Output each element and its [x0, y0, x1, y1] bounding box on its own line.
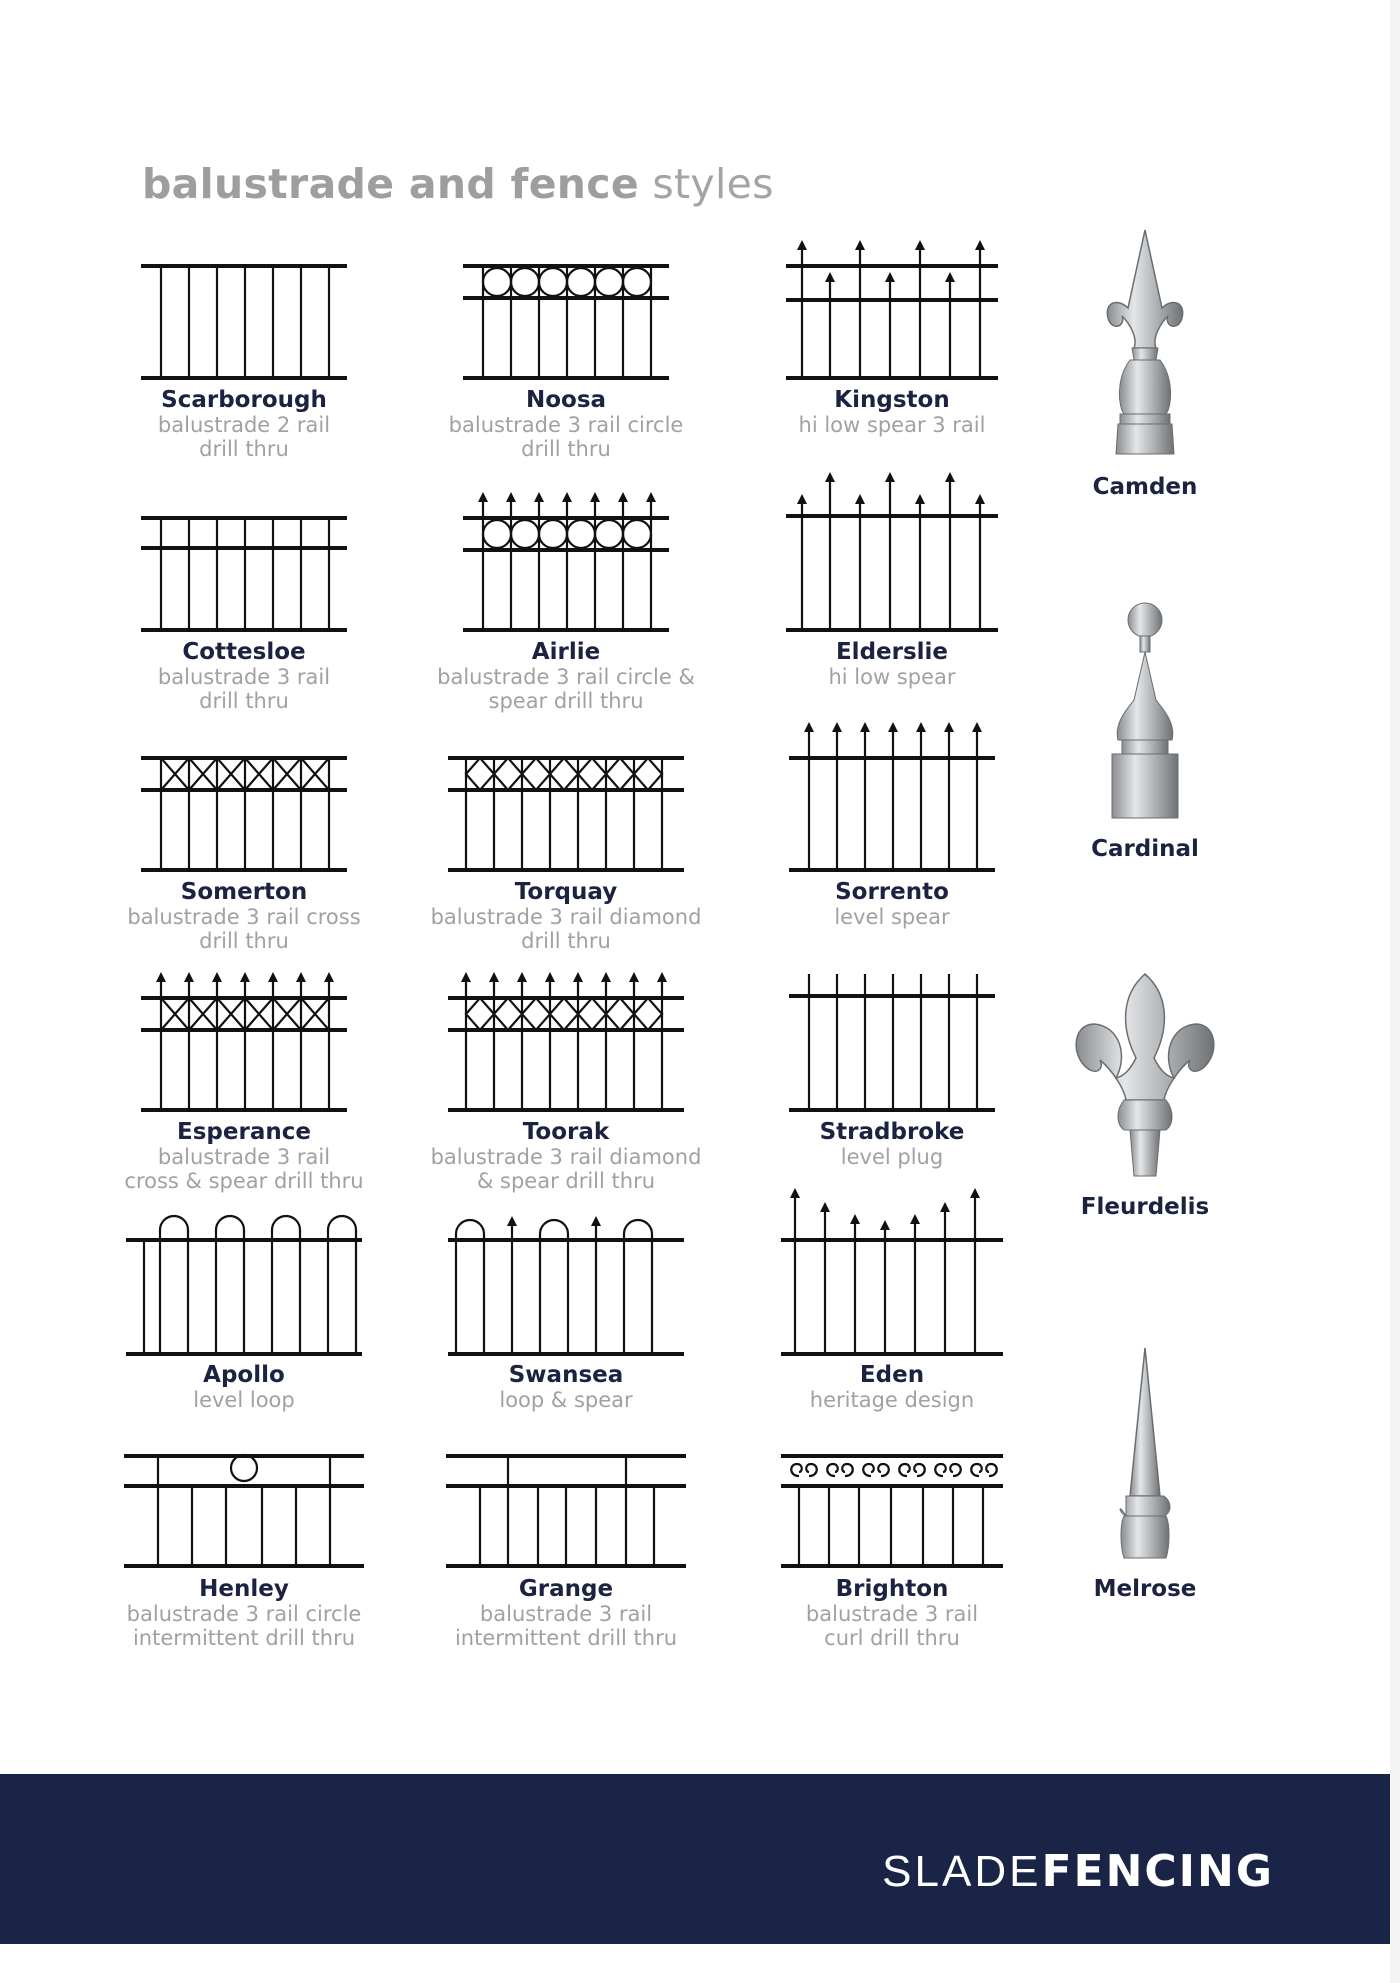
- finial-name: Fleurdelis: [1080, 1194, 1210, 1220]
- fence-name: Swansea: [508, 1362, 624, 1388]
- fence-desc: balustrade 3 rail circle intermittent drill thru: [126, 1602, 362, 1650]
- fence-item-swansea: [406, 1208, 726, 1412]
- fence-desc: balustrade 3 rail diamond & spear drill thru: [430, 1145, 702, 1193]
- fence-desc: balustrade 3 rail curl drill thru: [805, 1602, 979, 1650]
- fence-item-toorak: [406, 970, 726, 1193]
- finial-name: Cardinal: [1091, 836, 1199, 862]
- finial-melrose: [1045, 1346, 1245, 1602]
- page-title-light: styles: [652, 160, 774, 208]
- fence-desc: level loop: [193, 1388, 295, 1412]
- somerton-fence-icon: [139, 750, 349, 875]
- footer-band: [0, 1774, 1390, 1944]
- fence-item-elderslie: [732, 470, 1052, 689]
- finial-name: Melrose: [1093, 1576, 1197, 1602]
- fence-desc: hi low spear 3 rail: [798, 413, 986, 437]
- scarborough-fence-icon: [139, 258, 349, 383]
- fence-desc: balustrade 3 rail circle & spear drill thru: [437, 665, 695, 713]
- brand-bold: FENCING: [1041, 1846, 1274, 1897]
- fence-item-sorrento: [732, 720, 1052, 929]
- brand-light: SLADE: [882, 1847, 1042, 1896]
- fence-item-somerton: [84, 750, 404, 953]
- fence-name: Somerton: [180, 879, 308, 905]
- fence-desc: balustrade 3 rail cross drill thru: [127, 905, 361, 953]
- fence-name: Brighton: [835, 1576, 949, 1602]
- torquay-fence-icon: [446, 750, 686, 875]
- fence-desc: balustrade 3 rail intermittent drill thru: [454, 1602, 678, 1650]
- fence-name: Kingston: [834, 387, 950, 413]
- fence-desc: balustrade 3 rail drill thru: [157, 665, 331, 713]
- airlie-fence-icon: [461, 490, 671, 635]
- toorak-fence-icon: [446, 970, 686, 1115]
- fence-desc: level spear: [834, 905, 950, 929]
- finial-camden: [1045, 228, 1245, 500]
- fence-name: Cottesloe: [182, 639, 306, 665]
- brighton-fence-icon: [779, 1448, 1005, 1572]
- noosa-fence-icon: [461, 258, 671, 383]
- fence-desc: balustrade 3 rail diamond drill thru: [430, 905, 702, 953]
- fence-item-esperance: [84, 970, 404, 1193]
- camden-finial-icon: [1090, 228, 1200, 460]
- eden-fence-icon: [777, 1186, 1007, 1358]
- fence-desc: balustrade 3 rail cross & spear drill thru: [124, 1145, 364, 1193]
- fence-desc: loop & spear: [499, 1388, 633, 1412]
- cottesloe-fence-icon: [139, 510, 349, 635]
- swansea-fence-icon: [446, 1208, 686, 1358]
- kingston-fence-icon: [782, 238, 1002, 383]
- fence-item-scarborough: [84, 258, 404, 461]
- fence-name: Noosa: [525, 387, 607, 413]
- fence-item-kingston: [732, 238, 1052, 437]
- fence-item-grange: [406, 1448, 726, 1650]
- finial-name: Camden: [1092, 474, 1198, 500]
- fence-desc: balustrade 2 rail drill thru: [157, 413, 331, 461]
- fence-item-brighton: [732, 1448, 1052, 1650]
- fence-name: Grange: [518, 1576, 614, 1602]
- fleurdelis-finial-icon: [1070, 970, 1220, 1180]
- fence-name: Apollo: [203, 1362, 285, 1388]
- fence-name: Torquay: [514, 879, 618, 905]
- finial-fleurdelis: [1045, 970, 1245, 1220]
- page-edge: [1390, 0, 1400, 1983]
- fence-item-henley: [84, 1448, 404, 1650]
- fence-name: Elderslie: [835, 639, 949, 665]
- fence-item-eden: [732, 1186, 1052, 1412]
- melrose-finial-icon: [1090, 1346, 1200, 1562]
- fence-desc: heritage design: [809, 1388, 975, 1412]
- stradbroke-fence-icon: [787, 970, 997, 1115]
- grange-fence-icon: [444, 1448, 688, 1572]
- fence-name: Eden: [859, 1362, 925, 1388]
- fence-item-airlie: [406, 490, 726, 713]
- henley-fence-icon: [122, 1448, 366, 1572]
- fence-name: Sorrento: [835, 879, 949, 905]
- cardinal-finial-icon: [1090, 600, 1200, 822]
- fence-item-noosa: [406, 258, 726, 461]
- fence-name: Esperance: [177, 1119, 311, 1145]
- fence-name: Stradbroke: [819, 1119, 965, 1145]
- fence-item-stradbroke: [732, 970, 1052, 1169]
- sorrento-fence-icon: [787, 720, 997, 875]
- fence-item-apollo: [84, 1208, 404, 1412]
- fence-desc: balustrade 3 rail circle drill thru: [448, 413, 684, 461]
- finial-cardinal: [1045, 600, 1245, 862]
- fence-name: Airlie: [531, 639, 601, 665]
- fence-name: Henley: [199, 1576, 289, 1602]
- brand-logo: [882, 1846, 1274, 1897]
- esperance-fence-icon: [139, 970, 349, 1115]
- fence-name: Toorak: [522, 1119, 610, 1145]
- page-title: [142, 160, 774, 208]
- elderslie-fence-icon: [782, 470, 1002, 635]
- fence-item-cottesloe: [84, 510, 404, 713]
- fence-desc: level plug: [840, 1145, 944, 1169]
- page-title-bold: balustrade and fence: [142, 160, 639, 208]
- apollo-fence-icon: [124, 1208, 364, 1358]
- fence-desc: hi low spear: [828, 665, 956, 689]
- fence-item-torquay: [406, 750, 726, 953]
- fence-name: Scarborough: [161, 387, 327, 413]
